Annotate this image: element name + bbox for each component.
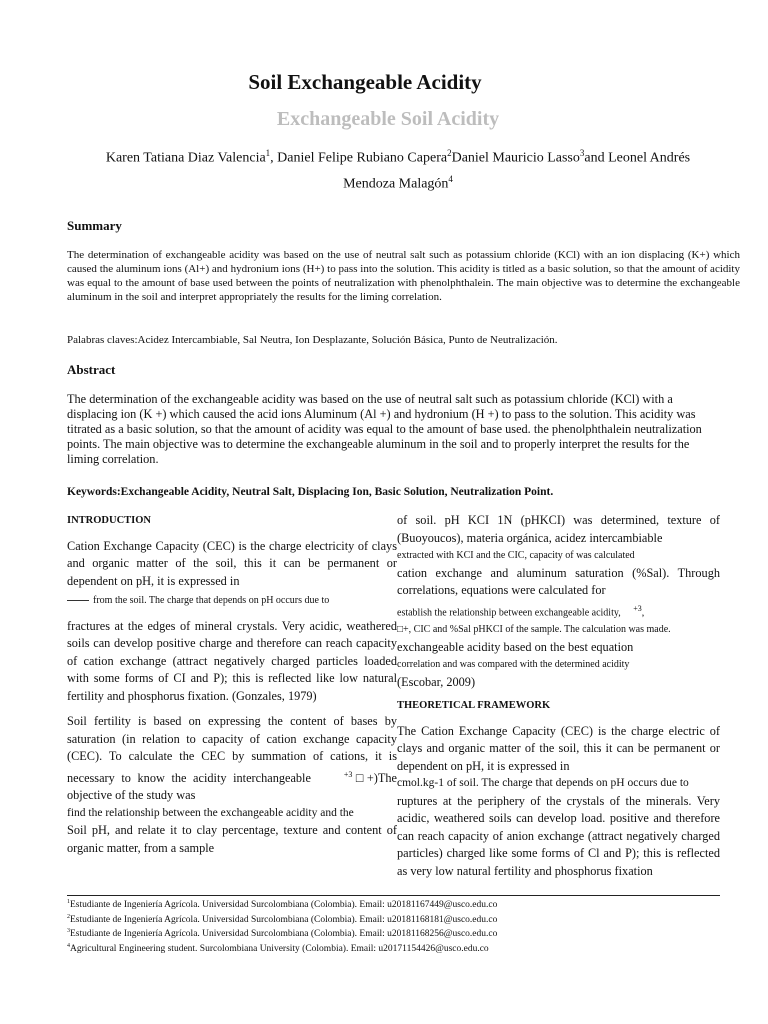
footnote-2-mark: 2 — [67, 913, 70, 920]
paper-subtitle: Exchangeable Soil Acidity — [276, 108, 500, 130]
footnote-1-text: Estudiante de Ingeniería Agrícola. Universidad Surcolombiana (Colombia). Email: u20181167449@usco.edu.co — [70, 900, 498, 911]
col2-paragraph-1d: establish the relationship between exchangeable acidity, — [397, 606, 621, 618]
blank-line-mark — [67, 600, 89, 601]
author-2: , Daniel Felipe Rubiano Capera — [270, 150, 448, 166]
col2-paragraph-1g: correlation and was compared with the determined acidity — [397, 659, 630, 671]
abstract-text: The determination of the exchangeable acidity was based on the use of neutral salt such as potassium chloride (KCl) with a displacing ion (K +) which caused the acid ions Aluminum (Al +) and hydronium (H +) to pass to the solution. This acidity was titrated as a basic solution, so that the amount of acidity was equal to the amount of base used. the phenolphthalein neutralization points. The main objective was to determine the exchangeable aluminum in the soil and to properly interpret the results for the liming correlation. — [67, 392, 702, 466]
footnote-2-text: Estudiante de Ingeniería Agrícola. Universidad Surcolombiana (Colombia). Email: u20181168181@usco.edu.co — [70, 914, 498, 925]
paper-title: Soil Exchangeable Acidity — [248, 70, 482, 94]
introduction-heading: INTRODUCTION — [67, 515, 152, 526]
keywords-english: Keywords:Exchangeable Acidity, Neutral Salt, Displacing Ion, Basic Solution, Neutralization Point. — [67, 486, 554, 498]
col2-paragraph-1h: (Escobar, 2009) — [397, 674, 476, 689]
author-4: and Leonel Andrés — [584, 150, 691, 166]
footnote-3 — [67, 926, 727, 941]
footnote-4-mark: 4 — [67, 942, 70, 949]
intro-paragraph-1c: fractures at the edges of mineral crystals. Very acidic, weathered soils can develop positive charge and therefore can reach capacity of cation exchange (attract negatively charged particles loaded with some forms of CI and P); this is reflected like low natural fertility and phosphorus fixation. (Gonzales, 1979) — [67, 618, 397, 703]
footnote-4 — [67, 941, 727, 956]
col2-paragraph-1c: cation exchange and aluminum saturation (%Sal). Through correlations, equations were calculated for — [397, 565, 720, 597]
column-left — [67, 512, 397, 857]
intro-paragraph-2a: Soil fertility is based on expressing the content of bases by saturation (in relation to capacity of cation exchange capacity (CEC). To calculate the CEC by summation of cations, it is necessary to know the acidity interchangeable — [67, 714, 397, 785]
intro-paragraph-1b: from the soil. The charge that depends on pH occurs due to — [93, 595, 330, 606]
intro-paragraph-2: Soil fertility is based on expressing the content of bases by saturation (in relation to capacity of cation exchange capacity (CEC). To calculate the CEC by summation of cations, it is necessary to know the acidity interchangeable $^{+3}$□+)The objective of the study was — [67, 714, 397, 803]
col2-paragraph-1e-line: □+, CIC and %Sal pHKCI of the sample. The calculation was made. — [397, 624, 671, 636]
summary-text: The determination of exchangeable acidity was based on the use of neutral salt such as potassium chloride (KCl) with an ion displacing (K+) which caused the aluminum ions (Al+) and hydronium ions (H+) to pass into the solution. This acidity is titled as a basic solution, so that the amount of acidity was equal to the amount of base used between the points of neutralization with phenolphthalein. The main objective was to determine the exchangeable aluminum in the soil and interpret appropriately the results for the liming correlation. — [67, 249, 740, 303]
intro-paragraph-1b-line — [67, 592, 397, 610]
footnote-1-mark: 1 — [67, 899, 70, 905]
intro-paragraph-2d: Soil pH, and relate it to clay percentage, texture and content of organic matter, from a sample — [67, 823, 397, 855]
intro-paragraph-1a: Cation Exchange Capacity (CEC) is the charge electricity of clays and organic matter of the soil, this it can be permanent or dependent on pH, it is expressed in — [67, 538, 397, 588]
author-1: Karen Tatiana Diaz Valencia — [105, 150, 266, 166]
footnotes — [67, 897, 727, 956]
intro-paragraph-2c: find the relationship between the exchangeable acidity and the — [67, 806, 354, 819]
col2-paragraph-1e: +, CIC and %Sal pHKCI of the sample. The calculation was made. — [403, 624, 671, 636]
author-4-surname: Mendoza Malagón — [343, 176, 449, 192]
footnote-3-text: Estudiante de Ingeniería Agrícola. Universidad Surcolombiana (Colombia). Email: u20181168256@usco.edu.co — [70, 929, 498, 940]
author-2-mark: 2 — [447, 148, 452, 158]
col2-paragraph-1f: exchangeable acidity based on the best equation — [397, 639, 634, 654]
author-3-mark: 3 — [579, 148, 585, 158]
col2-paragraph-2b: cmol.kg-1 of soil. The charge that depends on pH occurs due to — [397, 777, 689, 790]
col2-paragraph-1a: of soil. pH KCI 1N (pHKCI) was determined, texture of (Buoyoucos), materia orgánica, acidez intercambiable — [397, 513, 720, 545]
col2-paragraph-1d-line: establish the relationship between exchangeable acidity, $^{+3}$, — [397, 603, 645, 618]
author-4-mark: 4 — [448, 173, 453, 184]
footnote-2 — [67, 912, 727, 927]
intro-paragraph-2b: +)The objective of the study was — [67, 770, 397, 803]
intro-paragraph-2-sup: +3 — [343, 769, 353, 779]
author-3: Daniel Mauricio Lasso — [451, 150, 580, 166]
footnote-divider — [67, 895, 720, 896]
footnote-4-text: Agricultural Engineering student. Surcolombiana University (Colombia). Email: u20171154426@usco.edu.co — [70, 944, 489, 955]
theoretical-framework-heading: THEORETICAL FRAMEWORK — [397, 700, 551, 712]
summary-heading: Summary — [67, 218, 122, 233]
col2-paragraph-2c: ruptures at the periphery of the crystals of the minerals. Very acidic, weathered soils can develop load. positive and therefore can reach capacity of anion exchange (attract negatively charged particles) charged like some forms of Cl and P); this is reflected as very low natural fertility and phosphorus fixation — [397, 793, 720, 878]
column-right — [397, 512, 720, 880]
abstract-heading: Abstract — [67, 362, 116, 377]
footnote-3-mark: 3 — [67, 928, 70, 935]
col2-paragraph-2a: The Cation Exchange Capacity (CEC) is the charge electric of clays and organic matter of the soil, this it can be permanent or dependent on pH, it is expressed in — [397, 723, 720, 773]
keywords-spanish: Palabras claves:Acidez Intercambiable, Sal Neutra, Ion Desplazante, Solución Básica, Punto de Neutralización. — [67, 334, 558, 346]
footnote-1 — [67, 897, 727, 912]
col2-paragraph-1-sup: +3 — [633, 603, 642, 613]
author-1-mark: 1 — [265, 148, 271, 158]
col2-paragraph-1b: extracted with KCI and the CIC, capacity of was calculated — [397, 550, 635, 561]
author-list — [60, 143, 736, 194]
